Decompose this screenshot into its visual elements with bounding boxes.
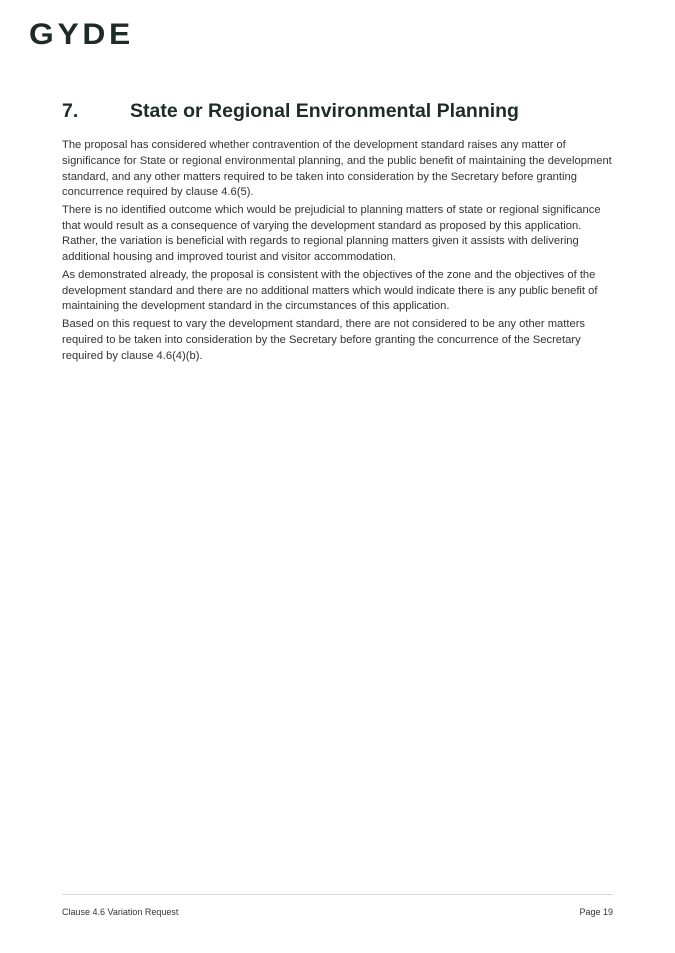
- body-paragraph: As demonstrated already, the proposal is consistent with the objectives of the zone and the objectives of the development standard and there are no additional matters which would indicate there is any public benefit of maintaining the development standard in the circumstances of this application.: [62, 269, 598, 313]
- footer-document-title: Clause 4.6 Variation Request: [62, 907, 179, 917]
- section-number: 7.: [62, 100, 79, 122]
- section-heading: [62, 100, 613, 123]
- page-content: [62, 100, 613, 367]
- page-footer: [62, 907, 613, 918]
- footer-divider: [62, 894, 613, 895]
- footer-page-number: Page 19: [579, 907, 613, 917]
- section-title: State or Regional Environmental Planning: [130, 100, 519, 122]
- gyde-logo: GYDE: [29, 18, 134, 51]
- body-paragraph: Based on this request to vary the development standard, there are not considered to be any other matters required to be taken into consideration by the Secretary before granting the concurrence of the Secretary required by clause 4.6(4)(b).: [62, 318, 586, 362]
- body-paragraph: The proposal has considered whether contravention of the development standard raises any matter of significance for State or regional environmental planning, and the public benefit of maintaining the development standard, and any other matters required to be taken into consideration by the Secretary before granting concurrence required by clause 4.6(5).: [62, 139, 612, 199]
- body-paragraph: There is no identified outcome which would be prejudicial to planning matters of state or regional significance that would result as a consequence of varying the development standard as proposed by this application. Rather, the variation is beneficial with regards to regional planning matters given it assists with delivering additional housing and improved tourist and visitor accommodation.: [62, 204, 601, 264]
